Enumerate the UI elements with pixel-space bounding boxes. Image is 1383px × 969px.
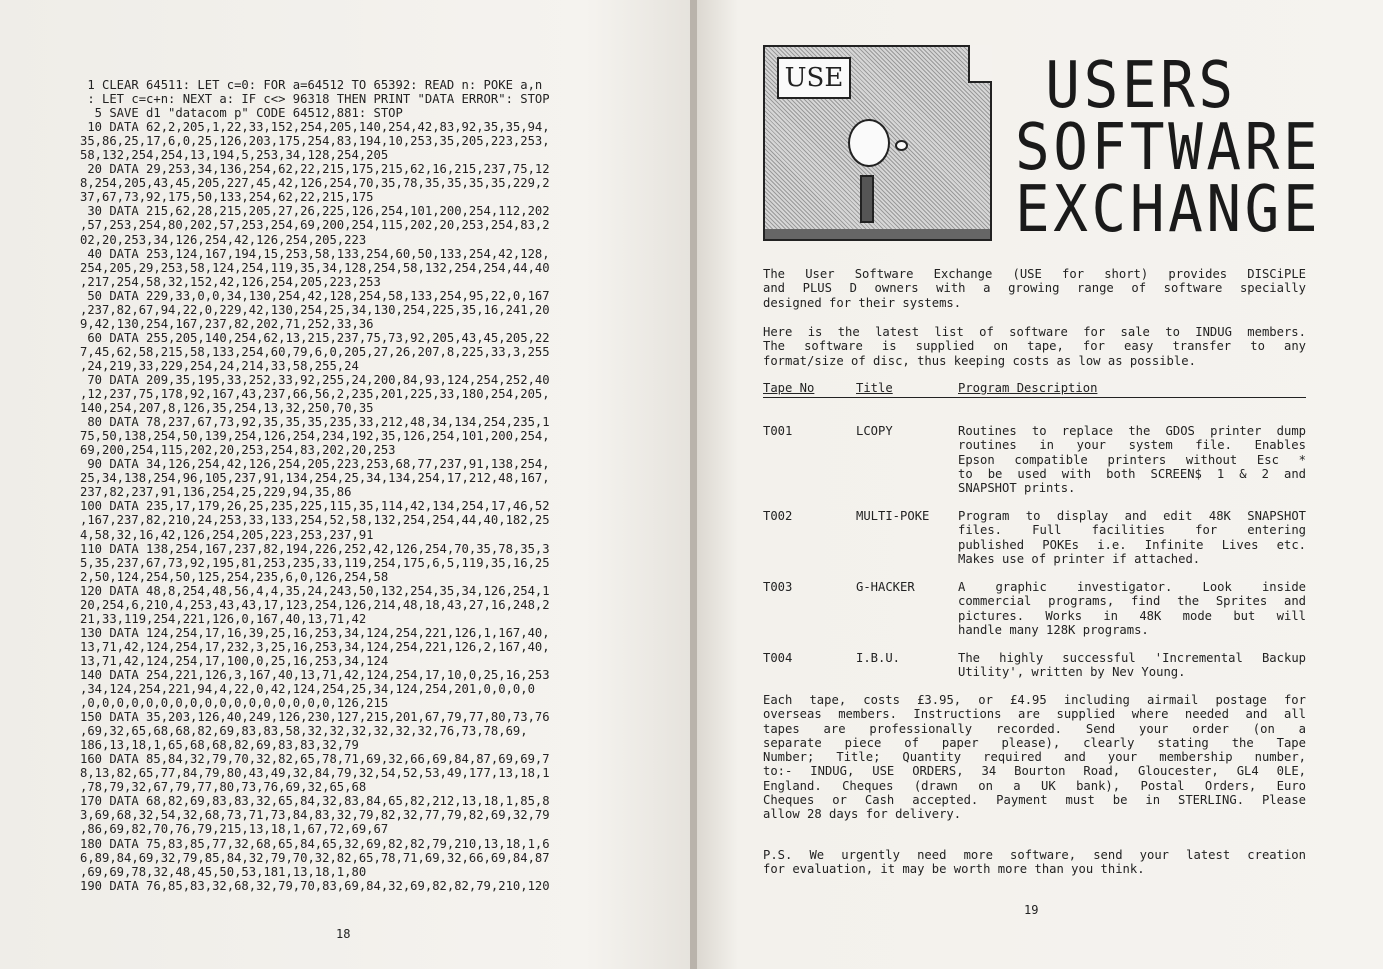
listing-line: 60 DATA 255,205,140,254,62,13,215,237,75,73,92,205,43,45,205,22: [80, 330, 550, 345]
listing-line: 120 DATA 48,8,254,48,56,4,4,35,24,243,50,132,254,35,34,126,254,1: [80, 583, 550, 598]
listing-line: 90 DATA 34,126,254,42,126,254,205,223,253,68,77,237,91,138,254,: [80, 457, 550, 472]
text-line: separate piece of paper please), clearly stating the Tape: [763, 735, 1306, 750]
logo-title-line: SOFTWARE: [1015, 111, 1322, 185]
page-number: 18: [336, 927, 351, 941]
column-header-tape-no: Tape No: [763, 381, 815, 395]
listing-line: 180 DATA 75,83,85,77,32,68,65,84,65,32,69,82,82,79,210,13,18,1,6: [80, 836, 550, 851]
text-line: A graphic investigator. Look inside: [958, 580, 1306, 594]
text-line: Epson compatible printers without Esc *: [958, 452, 1306, 467]
listing-line: 20,254,6,210,4,253,43,43,17,123,254,126,214,48,18,43,27,16,248,2: [80, 597, 550, 612]
listing-line: 7,45,62,58,215,58,133,254,60,79,6,0,205,27,26,207,8,225,33,3,255: [80, 344, 550, 359]
listing-line: ,34,124,254,221,94,4,22,0,42,124,254,25,34,124,254,201,0,0,0,0: [80, 682, 535, 697]
listing-line: 9,42,130,254,167,237,82,202,71,252,33,36: [80, 316, 374, 331]
text-line: SNAPSHOT prints.: [958, 481, 1076, 496]
disk-write-slot-icon: [860, 175, 874, 223]
listing-line: 13,71,42,124,254,17,232,3,25,16,253,34,124,254,221,126,2,167,40,: [80, 639, 550, 654]
logo-title-line: EXCHANGE: [1015, 173, 1322, 247]
listing-line: 1 CLEAR 64511: LET c=0: FOR a=64512 TO 65392: READ n: POKE a,n: [80, 78, 543, 92]
logo-label: USE: [777, 57, 851, 99]
text-line: The User Software Exchange (USE for short) provides DISCiPLE: [763, 267, 1306, 281]
listing-line: 100 DATA 235,17,179,26,25,235,225,115,35,114,42,134,254,17,46,52: [80, 499, 550, 514]
listing-line: : LET c=c+n: NEXT a: IF c<> 96318 THEN PRINT "DATA ERROR": STOP: [80, 92, 550, 107]
text-line: Number; Title; Quantity required and your membership number,: [763, 750, 1306, 765]
column-header-description: Program Description: [958, 381, 1098, 395]
listing-line: ,78,79,32,67,79,77,80,73,76,69,32,65,68: [80, 780, 367, 795]
listing-line: 190 DATA 76,85,83,32,68,32,79,70,83,69,84,32,69,82,82,79,210,120: [80, 878, 550, 893]
text-line: and PLUS D owners with a growing range of software specially: [763, 281, 1306, 296]
listing-line: 25,34,138,254,96,105,237,91,134,254,25,34,134,254,17,212,48,167,: [80, 471, 550, 486]
listing-line: ,12,237,75,178,92,167,43,237,66,56,2,235,201,225,33,180,254,205,: [80, 387, 550, 402]
listing-line: 150 DATA 35,203,126,40,249,126,230,127,215,201,67,79,77,80,73,76: [80, 710, 550, 725]
listing-line: 20 DATA 29,253,34,136,254,62,22,215,175,215,62,16,215,237,75,12: [80, 162, 550, 177]
text-line: Routines to replace the GDOS printer dump: [958, 424, 1306, 438]
listing-line: ,237,82,67,94,22,0,229,42,130,254,25,34,130,254,225,35,16,241,20: [80, 302, 550, 317]
postscript-paragraph: [763, 848, 1306, 877]
listing-line: 02,20,253,34,126,254,42,126,254,205,223: [80, 232, 367, 247]
tape-title: G-HACKER: [856, 580, 915, 594]
listing-line: 8,13,82,65,77,84,79,80,43,49,32,84,79,32,54,52,53,49,177,13,18,1: [80, 766, 550, 781]
listing-line: 6,89,84,69,32,79,85,84,32,79,70,32,82,65,78,71,69,32,66,69,84,87: [80, 850, 550, 865]
listing-line: 80 DATA 78,237,67,73,92,35,35,35,235,33,212,48,34,134,254,235,1: [80, 415, 550, 430]
listing-line: 130 DATA 124,254,17,16,39,25,16,253,34,124,254,221,126,1,167,40,: [80, 625, 550, 640]
logo-title-line: USERS: [1045, 49, 1237, 123]
text-line: routines in your system file. Enables: [958, 438, 1306, 453]
listing-line: 58,132,254,254,13,194,5,253,34,128,254,205: [80, 148, 389, 163]
listing-line: 13,71,42,124,254,17,100,0,25,16,253,34,124: [80, 653, 389, 668]
tape-description: [958, 580, 1306, 637]
listing-line: 2,50,124,254,50,125,254,235,6,0,126,254,58: [80, 569, 389, 584]
listing-line: 5 SAVE d1 "datacom p" CODE 64512,881: STOP: [80, 106, 403, 121]
listing-line: 4,58,32,16,42,126,254,205,223,253,237,91: [80, 527, 374, 542]
disk-corner-notch: [968, 45, 992, 83]
listing-line: ,0,0,0,0,0,0,0,0,0,0,0,0,0,0,0,0,0,126,215: [80, 696, 389, 711]
text-line: to be used with both SCREEN$ 1 & 2 and: [958, 466, 1306, 481]
listing-line: ,69,69,78,32,48,45,50,53,181,13,18,1,80: [80, 864, 367, 879]
listing-line: 75,50,138,254,50,139,254,126,254,234,192,35,126,254,101,200,254,: [80, 429, 550, 444]
listing-line: 8,254,205,43,45,205,227,45,42,126,254,70,35,78,35,35,35,35,229,2: [80, 176, 550, 191]
listing-line: 10 DATA 62,2,205,1,22,33,152,254,205,140,254,42,83,92,35,35,94,: [80, 120, 550, 135]
listing-line: 21,33,119,254,221,126,0,167,40,13,71,42: [80, 611, 367, 626]
tape-code: T004: [763, 651, 793, 665]
tape-code: T003: [763, 580, 793, 594]
listing-line: 35,86,25,17,6,0,25,126,203,175,254,83,194,10,253,35,205,223,253,: [80, 134, 550, 149]
text-line: published POKEs i.e. Infinite Lives etc.: [958, 537, 1306, 552]
text-line: Utility', written by Nev Young.: [958, 665, 1186, 680]
tape-title: MULTI-POKE: [856, 509, 930, 523]
text-line: allow 28 days for delivery.: [763, 807, 962, 822]
tape-code: T001: [763, 424, 793, 438]
tape-title: LCOPY: [856, 424, 893, 438]
disk-base-strip: [765, 229, 990, 239]
basic-listing: [80, 78, 640, 893]
table-header: [763, 381, 1306, 398]
text-line: pictures. Works in 48K mode but will: [958, 608, 1306, 623]
listing-line: ,24,219,33,229,254,24,214,33,58,255,24: [80, 358, 359, 373]
text-line: Here is the latest list of software for sale to INDUG members.: [763, 325, 1306, 339]
intro-paragraph: [763, 267, 1306, 310]
listing-line: ,167,237,82,210,24,253,33,133,254,52,58,132,254,254,44,40,182,25: [80, 513, 550, 528]
listing-line: 140,254,207,8,126,35,254,13,32,250,70,35: [80, 401, 374, 416]
text-line: for evaluation, it may be worth more than you think.: [763, 862, 1145, 877]
listing-line: 170 DATA 68,82,69,83,83,32,65,84,32,83,84,65,82,212,13,18,1,85,8: [80, 794, 550, 809]
text-line: Makes use of printer if attached.: [958, 551, 1201, 566]
listing-line: 140 DATA 254,221,126,3,167,40,13,71,42,124,254,17,10,0,25,16,253: [80, 667, 550, 682]
text-line: The software is supplied on tape, for easy transfer to any: [763, 339, 1306, 354]
text-line: designed for their systems.: [763, 295, 962, 310]
column-header-title: Title: [856, 381, 893, 395]
book-gutter: [690, 0, 697, 969]
listing-line: 5,35,237,67,73,92,195,81,253,235,33,119,254,175,6,5,119,35,16,25: [80, 555, 550, 570]
left-page: [0, 0, 690, 969]
text-line: Each tape, costs £3.95, or £4.95 including airmail postage for: [763, 693, 1306, 707]
listing-line: 186,13,18,1,65,68,68,82,69,83,83,32,79: [80, 738, 359, 753]
tape-description: [958, 424, 1306, 495]
text-line: Program to display and edit 48K SNAPSHOT: [958, 509, 1306, 523]
tape-title: I.B.U.: [856, 651, 901, 665]
listing-line: ,217,254,58,32,152,42,126,254,205,223,253: [80, 274, 381, 289]
listing-line: 254,205,29,253,58,124,254,119,35,34,128,254,58,132,254,254,44,40: [80, 260, 550, 275]
listing-line: 37,67,73,92,175,50,133,254,62,22,215,175: [80, 190, 374, 205]
page-number: 19: [1024, 903, 1039, 917]
text-line: format/size of disc, thus keeping costs as low as possible.: [763, 353, 1196, 368]
listing-line: 69,200,254,115,202,20,253,254,83,202,20,253: [80, 443, 396, 458]
tape-description: [958, 651, 1306, 680]
text-line: handle many 128K programs.: [958, 622, 1149, 637]
list-intro-paragraph: [763, 325, 1306, 368]
text-line: to:- INDUG, USE ORDERS, 34 Bourton Road, Gloucester, GL4 0LE,: [763, 764, 1306, 779]
logo-title: [1015, 49, 1322, 247]
text-line: England. Cheques (drawn on a UK bank), Postal Orders, Euro: [763, 778, 1306, 793]
right-page: [697, 0, 1383, 969]
listing-line: ,69,32,65,68,68,82,69,83,83,58,32,32,32,32,32,32,76,73,78,69,: [80, 724, 528, 739]
listing-line: 70 DATA 209,35,195,33,252,33,92,255,24,200,84,93,124,254,252,40: [80, 372, 550, 387]
text-line: files. Full facilities for entering: [958, 523, 1306, 538]
listing-line: 237,82,237,91,136,254,25,229,94,35,86: [80, 485, 352, 500]
text-line: overseas members. Instructions are supplied where needed and all: [763, 707, 1306, 722]
text-line: Cheques or Cash accepted. Payment must be in STERLING. Please: [763, 793, 1306, 808]
text-line: The highly successful 'Incremental Backup: [958, 651, 1306, 665]
listing-line: 50 DATA 229,33,0,0,34,130,254,42,128,254,58,133,254,95,22,0,167: [80, 288, 550, 303]
disk-hub-icon: [848, 119, 890, 167]
listing-line: 110 DATA 138,254,167,237,82,194,226,252,42,126,254,70,35,78,35,3: [80, 541, 550, 556]
tape-description: [958, 509, 1306, 566]
listing-line: 30 DATA 215,62,28,215,205,27,26,225,126,254,101,200,254,112,202: [80, 204, 550, 219]
listing-line: ,86,69,82,70,76,79,215,13,18,1,67,72,69,67: [80, 822, 389, 837]
tape-code: T002: [763, 509, 793, 523]
listing-line: 3,69,68,32,54,32,68,73,71,73,84,83,32,79,82,32,77,79,82,69,32,79: [80, 808, 550, 823]
floppy-disk-logo: [763, 45, 992, 241]
listing-line: 160 DATA 85,84,32,79,70,32,82,65,78,71,69,32,66,69,84,87,69,69,7: [80, 752, 550, 767]
disk-index-hole-icon: [895, 140, 908, 151]
text-line: commercial programs, find the Sprites and: [958, 594, 1306, 609]
listing-line: ,57,253,254,80,202,57,253,254,69,200,254,115,202,20,253,254,83,2: [80, 218, 550, 233]
listing-line: 40 DATA 253,124,167,194,15,253,58,133,254,60,50,133,254,42,128,: [80, 246, 550, 261]
text-line: P.S. We urgently need more software, send your latest creation: [763, 848, 1306, 862]
ordering-paragraph: [763, 693, 1306, 822]
text-line: tapes are professionally recorded. Send your order (on a: [763, 721, 1306, 736]
